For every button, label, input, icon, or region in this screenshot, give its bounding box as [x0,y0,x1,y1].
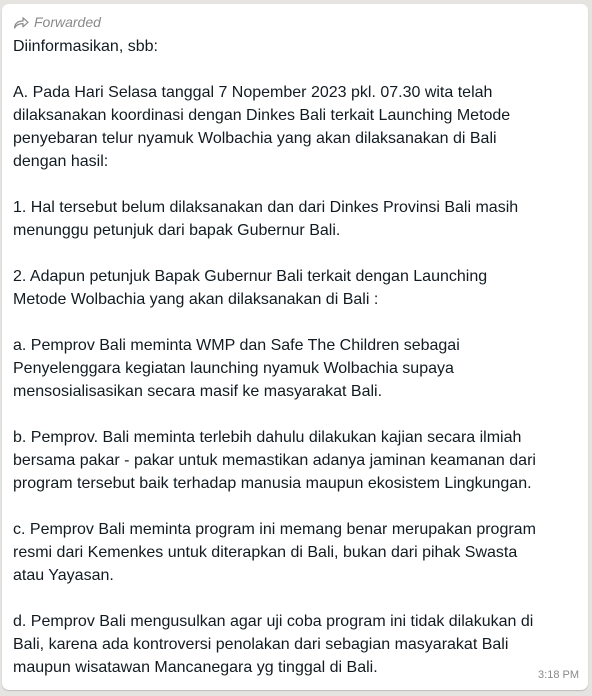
forward-arrow-icon [13,16,29,29]
forwarded-indicator [13,13,101,31]
message-text [13,35,579,679]
message-paragraph-2c: c. Pemprov Bali meminta program ini memang benar merupakan program resmi dari Kemenkes untuk diterapkan di Bali, bukan dari pihak Swasta atau Yayasan. [13,521,536,584]
message-paragraph-2: 2. Adapun petunjuk Bapak Gubernur Bali terkait dengan Launching Metode Wolbachia yang akan dilaksanakan di Bali : [13,268,488,308]
message-paragraph-2b: b. Pemprov. Bali meminta terlebih dahulu dilakukan kajian secara ilmiah bersama pakar - pakar untuk memastikan adanya jaminan keamanan dari program tersebut baik terhadap manusia maupun ekosistem Lingkungan. [13,429,536,492]
message-intro: Diinformasikan, sbb: [13,38,158,55]
message-paragraph-2a: a. Pemprov Bali meminta WMP dan Safe The Children sebagai Penyelenggara kegiatan launching nyamuk Wolbachia supaya mensosialisasikan secara masif ke masyarakat Bali. [13,337,460,400]
forwarded-label: Forwarded [34,14,101,30]
message-paragraph-1: 1. Hal tersebut belum dilaksanakan dan dari Dinkes Provinsi Bali masih menunggu petunjuk dari bapak Gubernur Bali. [13,199,519,239]
message-bubble[interactable] [2,4,588,690]
message-timestamp: 3:18 PM [538,669,579,681]
message-paragraph-2d: d. Pemprov Bali mengusulkan agar uji coba program ini tidak dilakukan di Bali, karena ada kontroversi penolakan dari sebagian masyarakat Bali maupun wisatawan Mancanegara yg tinggal di Bali. [13,613,534,676]
message-paragraph-a: A. Pada Hari Selasa tanggal 7 Nopember 2023 pkl. 07.30 wita telah dilaksanakan koordinasi dengan Dinkes Bali terkait Launching Metode penyebaran telur nyamuk Wolbachia yang akan dilaksanakan di Bali dengan hasil: [13,84,511,170]
